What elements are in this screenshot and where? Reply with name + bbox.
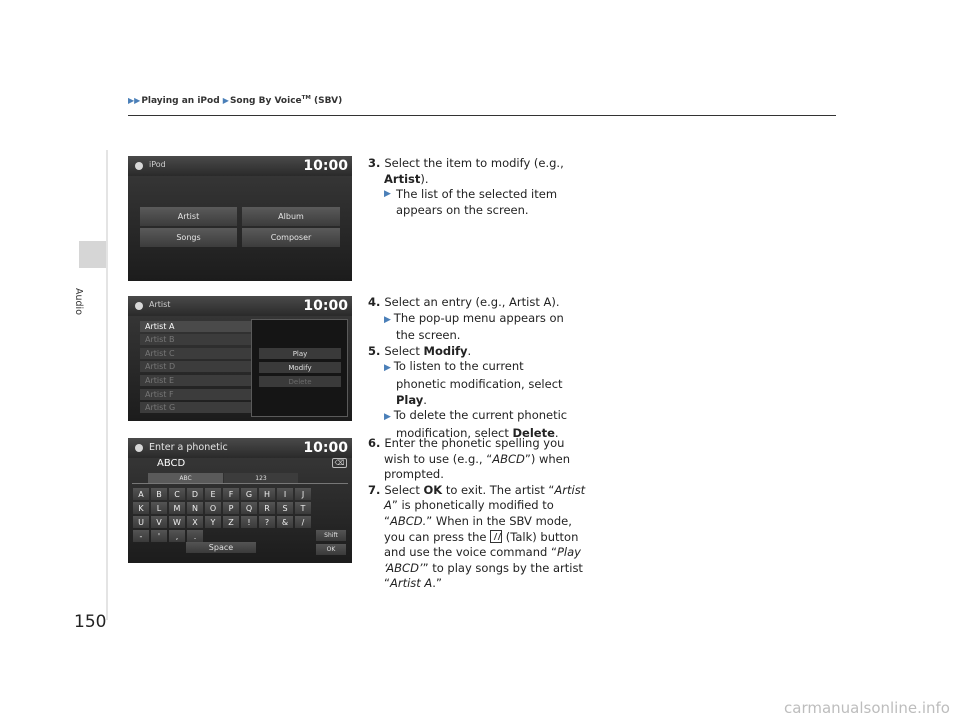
key[interactable]: I <box>277 488 293 500</box>
step-result: To listen to the current <box>393 359 524 374</box>
step-bold: Delete <box>512 425 555 440</box>
key[interactable]: T <box>295 502 311 514</box>
tab-123[interactable]: 123 <box>224 473 298 483</box>
step-text: Select <box>384 343 424 358</box>
arrow-right-icon: ▶ <box>384 314 394 325</box>
step-italic: A <box>384 498 392 513</box>
step-text: Select <box>384 482 424 497</box>
step-text: . <box>467 343 472 358</box>
tab-abc[interactable]: ABC <box>148 473 223 483</box>
key[interactable]: S <box>277 502 293 514</box>
key[interactable]: R <box>259 502 275 514</box>
step-text: . <box>423 392 427 407</box>
modify-option[interactable]: Modify <box>259 362 341 373</box>
shift-key[interactable]: Shift <box>316 530 346 541</box>
breadcrumb-part: Playing an iPod <box>141 96 220 106</box>
step-text: (Talk) button <box>502 529 579 544</box>
step-result: The list of the selected item <box>396 187 558 202</box>
step-6 <box>368 436 585 592</box>
step-text: Enter the phonetic spelling you <box>384 436 565 450</box>
key[interactable]: W <box>169 516 185 528</box>
step-text: and use the voice command “ <box>384 545 557 560</box>
step-number: 7. <box>368 482 381 497</box>
songs-button[interactable]: Songs <box>140 228 237 247</box>
talk-icon <box>490 530 502 543</box>
phonetic-input[interactable]: ABCD <box>157 458 186 469</box>
step-text: ”) when <box>524 451 571 466</box>
key[interactable]: - <box>133 530 149 542</box>
key[interactable]: U <box>133 516 149 528</box>
step-text: Select an entry (e.g., Artist A). <box>384 295 560 309</box>
ipod-screen <box>128 156 352 281</box>
clock: 10:00 <box>303 298 348 314</box>
step-result: appears on the screen. <box>396 202 529 217</box>
screen-title: iPod <box>149 160 166 169</box>
screen-title: Enter a phonetic <box>149 442 228 453</box>
step-result: To delete the current phonetic <box>393 408 568 423</box>
key[interactable]: K <box>133 502 149 514</box>
step-text: you can press the <box>384 529 491 544</box>
key[interactable]: Q <box>241 502 257 514</box>
key[interactable]: / <box>295 516 311 528</box>
composer-button[interactable]: Composer <box>242 228 340 247</box>
step-text: to exit. The artist “ <box>442 482 555 497</box>
step-text: ” is phonetically modified to <box>391 498 554 513</box>
artist-screen <box>128 296 352 421</box>
delete-option: Delete <box>259 376 341 387</box>
key[interactable]: ! <box>241 516 257 528</box>
step-3 <box>368 156 564 218</box>
step-text: wish to use (e.g., “ <box>384 451 493 466</box>
ok-key[interactable]: OK <box>316 544 346 555</box>
step-italic: ABCD <box>492 451 525 466</box>
phonetic-keyboard-screen <box>128 438 352 563</box>
step-text: . <box>554 425 559 440</box>
list-item[interactable]: Artist E <box>140 375 252 386</box>
album-button[interactable]: Album <box>242 207 340 226</box>
backspace-icon[interactable]: ⌫ <box>332 458 347 468</box>
step-text: Select the item to modify (e.g., <box>384 156 564 170</box>
step-italic: Artist A <box>389 576 433 591</box>
key[interactable]: X <box>187 516 203 528</box>
margin-divider <box>106 150 108 620</box>
list-item[interactable]: Artist F <box>140 389 252 400</box>
play-option[interactable]: Play <box>259 348 341 359</box>
step-text: “ <box>384 576 390 591</box>
step-italic: Play <box>556 545 581 560</box>
key[interactable]: G <box>241 488 257 500</box>
key[interactable]: . <box>187 530 203 542</box>
page-number: 150 <box>74 612 107 632</box>
step-number: 5. <box>368 343 381 358</box>
arrow-right-icon: ▶ <box>384 189 391 200</box>
step-number: 3. <box>368 156 381 170</box>
tab-divider <box>132 483 348 484</box>
step-bold: OK <box>423 482 443 497</box>
step-text: modification, select <box>396 425 513 440</box>
key[interactable]: L <box>151 502 167 514</box>
space-key[interactable]: Space <box>186 542 256 553</box>
step-text: ” to play songs by the artist <box>422 560 583 575</box>
arrow-right-icon: ▶ <box>384 363 394 374</box>
key[interactable]: V <box>151 516 167 528</box>
menu-icon <box>135 444 143 452</box>
key[interactable]: M <box>169 502 185 514</box>
section-tab <box>79 241 106 268</box>
step-italic: ABCD. <box>389 513 427 528</box>
key[interactable]: D <box>187 488 203 500</box>
key[interactable]: Z <box>223 516 239 528</box>
key[interactable]: P <box>223 502 239 514</box>
step-text: “ <box>384 513 390 528</box>
key[interactable]: F <box>223 488 239 500</box>
arrow-right-icon: ▶ <box>384 412 394 423</box>
step-bold: Artist <box>384 171 421 186</box>
step-4 <box>368 295 567 441</box>
step-number: 4. <box>368 295 381 309</box>
step-italic: ‘ABCD’ <box>384 560 423 575</box>
key[interactable]: C <box>169 488 185 500</box>
step-bold: Modify <box>423 343 468 358</box>
step-text: prompted. <box>384 467 444 482</box>
step-text: ” When in the SBV mode, <box>426 513 572 528</box>
key[interactable]: ? <box>259 516 275 528</box>
list-item[interactable]: Artist A <box>140 321 252 332</box>
key[interactable]: H <box>259 488 275 500</box>
list-item[interactable]: Artist D <box>140 361 252 372</box>
list-item[interactable]: Artist G <box>140 402 252 413</box>
step-result: phonetic modification, select <box>396 376 563 391</box>
watermark: carmanualsonline.info <box>784 699 950 717</box>
step-bold: Play <box>396 392 424 407</box>
arrow-right-icon: ▶ <box>222 96 229 105</box>
key[interactable]: J <box>295 488 311 500</box>
breadcrumb-part: (SBV) <box>310 96 343 106</box>
key[interactable]: ' <box>151 530 167 542</box>
section-label: Audio <box>73 288 84 316</box>
key[interactable]: E <box>205 488 221 500</box>
step-text: .” <box>432 576 442 591</box>
trademark: TM <box>301 95 311 101</box>
artist-button[interactable]: Artist <box>140 207 237 226</box>
step-italic: Artist <box>554 482 586 497</box>
step-number: 6. <box>368 436 381 450</box>
step-text: ). <box>420 171 429 186</box>
menu-icon <box>135 162 143 170</box>
key[interactable]: Y <box>205 516 221 528</box>
step-result: The pop-up menu appears on <box>393 310 564 325</box>
key[interactable]: A <box>133 488 149 500</box>
key[interactable]: , <box>169 530 185 542</box>
header-rule <box>128 115 836 116</box>
list-item[interactable]: Artist C <box>140 348 252 359</box>
breadcrumb <box>128 95 342 106</box>
key[interactable]: O <box>205 502 221 514</box>
step-result: the screen. <box>396 328 461 343</box>
screen-title: Artist <box>149 300 171 309</box>
screen-header <box>128 156 352 176</box>
list-item[interactable]: Artist B <box>140 334 252 345</box>
clock: 10:00 <box>303 158 348 174</box>
arrow-right-icon: ▶▶ <box>128 96 141 105</box>
clock: 10:00 <box>303 440 348 456</box>
screen-header <box>128 296 352 316</box>
menu-icon <box>135 302 143 310</box>
key[interactable]: B <box>151 488 167 500</box>
screen-header <box>128 438 352 458</box>
key[interactable]: N <box>187 502 203 514</box>
popup-menu <box>251 319 348 417</box>
key[interactable]: & <box>277 516 293 528</box>
breadcrumb-part: Song By Voice <box>229 96 302 106</box>
